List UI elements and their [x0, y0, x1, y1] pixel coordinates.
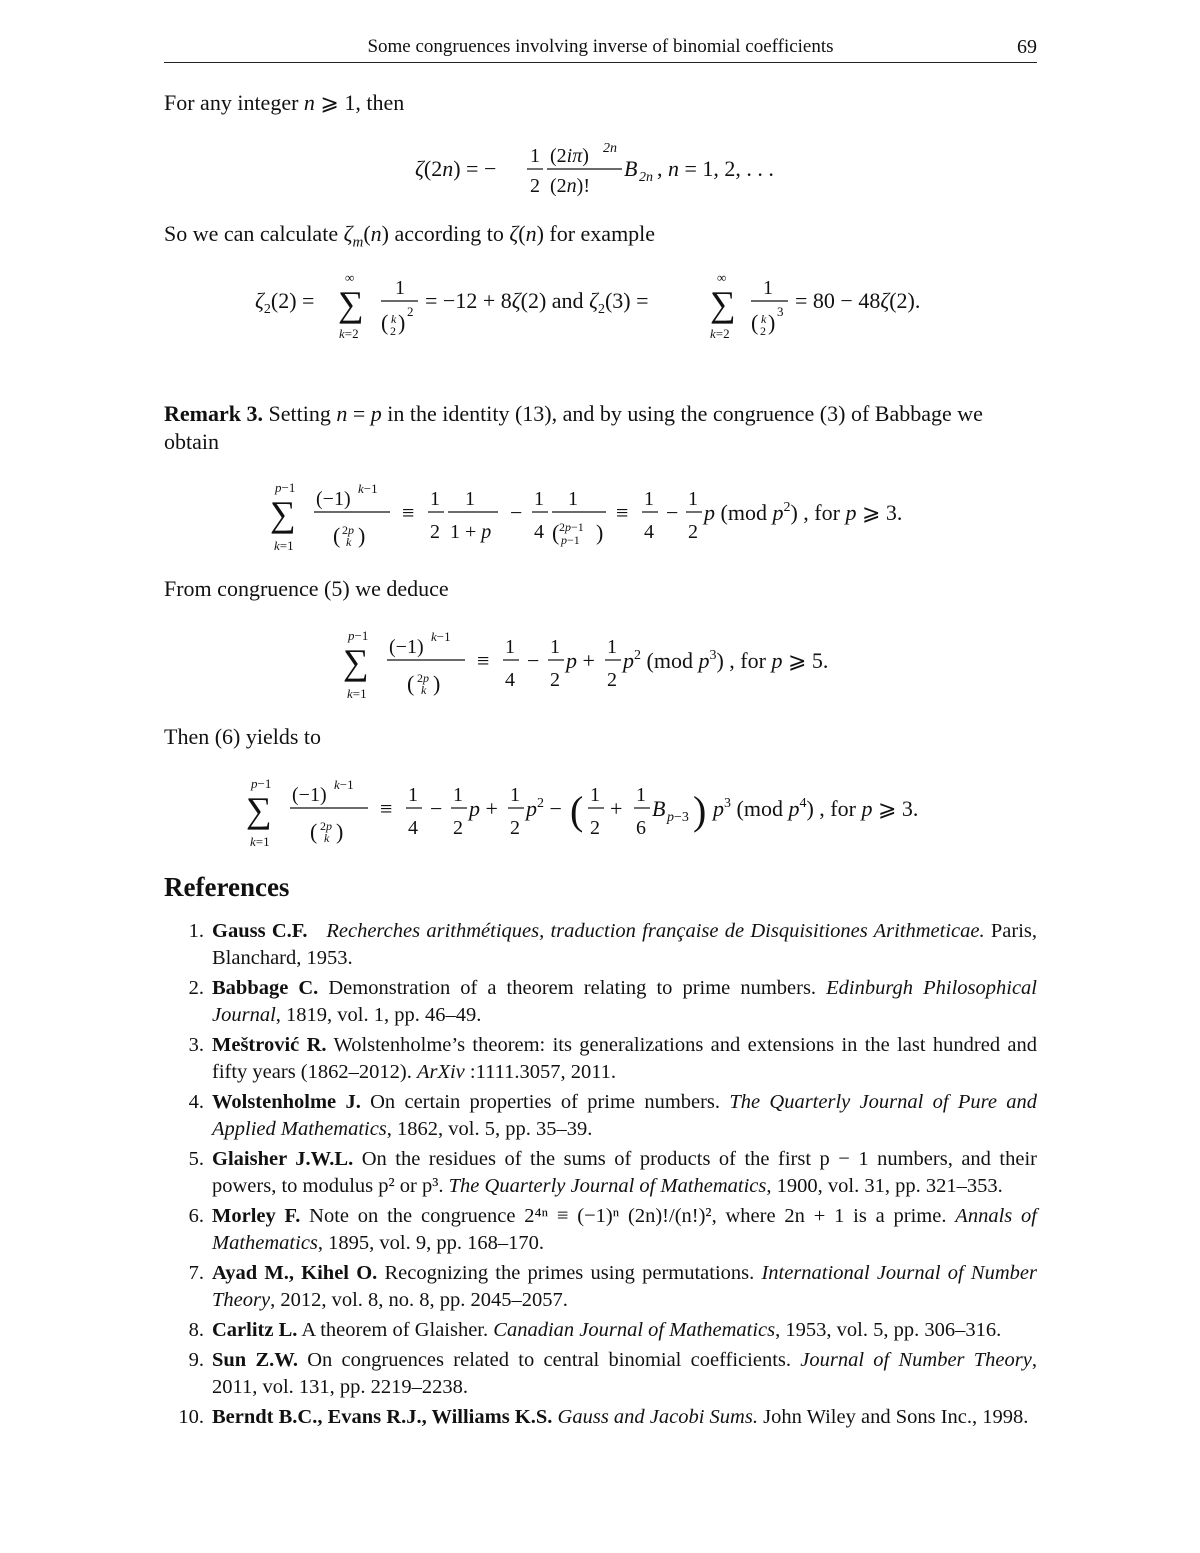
svg-text:4: 4 — [408, 817, 418, 839]
reference-item: 7. Ayad M., Kihel O. Recognizing the primes using permutations. International Journal of Number Theory, 2012, vol. 8, no. 8, pp. 2045–2057. — [188, 1262, 1037, 1311]
reference-item: 5. Glaisher J.W.L. On the residues of the sums of products of the first p − 1 numbers, and their powers, to modulus p² or p³. The Quarterly Journal of Mathematics, 1900, vol. 31, pp. 321–353. — [188, 1148, 1037, 1197]
svg-text:(−1): (−1) — [389, 636, 424, 658]
svg-text:2: 2 — [590, 817, 600, 839]
svg-text:1: 1 — [530, 145, 540, 167]
svg-text:1: 1 — [763, 277, 773, 299]
svg-text:2: 2 — [453, 817, 463, 839]
svg-text:2p: 2p — [320, 819, 332, 833]
svg-text:∑: ∑ — [270, 494, 296, 534]
svg-text:−: − — [510, 500, 523, 525]
svg-text:2: 2 — [530, 175, 540, 197]
svg-text:1: 1 — [550, 636, 560, 658]
svg-text:(2iπ): (2iπ) — [550, 145, 589, 167]
svg-text:(: ( — [333, 523, 341, 548]
svg-text:2: 2 — [407, 304, 414, 319]
remark-3 — [164, 400, 1037, 456]
svg-text:(: ( — [381, 310, 389, 335]
svg-text:ζ2(2) =: $\zeta_2(2)$ = — [255, 288, 315, 317]
svg-text:k−1: k−1 — [431, 629, 451, 644]
svg-text:1: 1 — [395, 277, 405, 299]
svg-text:∑: ∑ — [343, 642, 369, 682]
svg-text:k: k — [346, 535, 352, 549]
svg-text:= −12 + 8ζ(2) and ζ2(3) =: = −12 + 8ζ(2) and $\zeta_2(3)$ = — [425, 288, 649, 317]
reference-item: 4. Wolstenholme J. On certain properties of prime numbers. The Quarterly Journal of Pure and Applied Mathematics, 1862, vol. 5, pp. 35–39. — [188, 1091, 1038, 1140]
svg-text:k−1: k−1 — [358, 481, 378, 496]
svg-text:k=2: k=2 — [339, 326, 359, 341]
svg-text:(−1): (−1) — [316, 488, 351, 510]
paragraph-integer: For any integer n ⩾ 1, then — [164, 90, 405, 115]
svg-text:1: 1 — [607, 636, 617, 658]
reference-item: 8. Carlitz L. A theorem of Glaisher. Canadian Journal of Mathematics, 1953, vol. 5, pp. 306–316. — [188, 1319, 1002, 1341]
svg-text:p−1: p−1 — [561, 533, 580, 547]
svg-text:): ) — [433, 671, 441, 696]
svg-text:1: 1 — [430, 488, 440, 510]
svg-text:k=1: k=1 — [347, 686, 367, 701]
svg-text:p−1: p−1 — [275, 480, 296, 495]
svg-text:2: 2 — [390, 324, 396, 338]
svg-text:−: − — [430, 796, 443, 821]
svg-text:∞: ∞ — [717, 270, 727, 285]
equation-zeta-bernoulli — [410, 138, 790, 200]
svg-text:k=1: k=1 — [250, 834, 270, 849]
svg-text:1: 1 — [465, 488, 475, 510]
svg-text:k: k — [324, 831, 330, 845]
svg-text:): ) — [398, 310, 406, 335]
svg-text:): ) — [358, 523, 366, 548]
svg-text:3: 3 — [777, 304, 784, 319]
reference-item: 2. Babbage C. Demonstration of a theorem relating to prime numbers. Edinburgh Philosophical Journal, 1819, vol. 1, pp. 46–49. — [188, 977, 1037, 1026]
svg-text:2: 2 — [688, 521, 698, 543]
svg-text:): ) — [596, 520, 604, 545]
svg-text:(: ( — [310, 819, 318, 844]
svg-text:−: − — [527, 648, 540, 673]
svg-text:≡: ≡ — [477, 648, 490, 673]
svg-text:k−1: k−1 — [334, 777, 354, 792]
svg-text:(−1): (−1) — [292, 784, 327, 806]
svg-text:): ) — [336, 819, 344, 844]
svg-text:= 80 − 48ζ(2).: = 80 − 48ζ(2). — [795, 288, 921, 313]
svg-text:≡: ≡ — [402, 500, 415, 525]
remark-body: Setting n = p in the identity (13), and by using the congruence (3) of Babbage we obtain — [164, 401, 983, 454]
paragraph-yields: Then (6) yields to — [164, 724, 322, 749]
svg-text:∞: ∞ — [345, 270, 355, 285]
equation-remark-congruence — [270, 478, 960, 558]
svg-text:p−3: p−3 — [667, 810, 689, 825]
references-list — [164, 918, 1037, 1434]
reference-item: 3. Meštrović R. Wolstenholme’s theorem: its generalizations and extensions in the last hundred and fifty years (1862–2012). ArXiv :1111.3057, 2011. — [188, 1034, 1037, 1083]
svg-text:p3 (mod p4) , for p ⩾ 3.: $p^3$ (mod $p^4$) , for p ⩾ 3. — [713, 796, 919, 821]
svg-text:∑: ∑ — [246, 790, 272, 830]
paragraph-deduce: From congruence (5) we deduce — [164, 576, 449, 601]
svg-text:∑: ∑ — [338, 284, 364, 324]
svg-text:2: 2 — [760, 324, 766, 338]
svg-text:1 + p: 1 + p — [450, 521, 492, 543]
svg-text:(: ( — [751, 310, 759, 335]
equation-zeta-examples — [255, 268, 955, 350]
svg-text:1: 1 — [510, 784, 520, 806]
svg-text:2n: 2n — [639, 170, 653, 185]
page-number: 69 — [1017, 36, 1037, 58]
svg-text:2p: 2p — [342, 523, 354, 537]
svg-text:(: ( — [570, 788, 584, 833]
svg-text:k=2: k=2 — [710, 326, 730, 341]
reference-item: 6. Morley F. Note on the congruence 2⁴ⁿ ≡ (−1)ⁿ (2n)!/(n!)², where 2n + 1 is a prime. Annals of Mathematics, 1895, vol. 9, pp. 168–170. — [188, 1205, 1037, 1254]
svg-text:, n = 1, 2, . . .: , n = 1, 2, . . . — [657, 156, 774, 181]
svg-text:p2 (mod p3) , for p ⩾ 5.: $p^2$ (mod $p^3$) , for p ⩾ 5. — [623, 648, 829, 673]
svg-text:p−1: p−1 — [348, 628, 369, 643]
svg-text:1: 1 — [636, 784, 646, 806]
svg-text:p (mod p2) , for p ⩾ 3.: p (mod $p^2$) , for p ⩾ 3. — [704, 500, 903, 525]
remark-label: Remark 3. — [164, 401, 263, 426]
svg-text:2: 2 — [510, 817, 520, 839]
svg-text:p−1: p−1 — [251, 776, 272, 791]
svg-text:k: k — [421, 683, 427, 697]
reference-item: 10. Berndt B.C., Evans R.J., Williams K.S. Gauss and Jacobi Sums. John Wiley and Sons Inc., 1998. — [178, 1406, 1029, 1428]
svg-text:p +: p + — [469, 796, 498, 821]
svg-text:2p−1: 2p−1 — [559, 520, 584, 534]
equation-deduce-congruence — [343, 626, 863, 706]
svg-text:ζ(2n) = −: ζ(2n) = − — [415, 156, 497, 181]
svg-text:2: 2 — [430, 521, 440, 543]
reference-item: 1. Gauss C.F. Recherches arithmétiques, traduction française de Disquisitiones Arithmeticae. Paris, Blanchard, 1953. — [188, 920, 1038, 969]
svg-text:4: 4 — [534, 521, 544, 543]
svg-text:4: 4 — [644, 521, 654, 543]
svg-text:1: 1 — [688, 488, 698, 510]
references-heading: References — [164, 872, 290, 902]
equation-yields-congruence — [246, 774, 956, 854]
svg-text:2p: 2p — [417, 671, 429, 685]
svg-text:2: 2 — [607, 669, 617, 691]
reference-item: 9. Sun Z.W. On congruences related to central binomial coefficients. Journal of Number Theory, 2011, vol. 131, pp. 2219–2238. — [188, 1349, 1037, 1398]
svg-text:): ) — [768, 310, 776, 335]
svg-text:1: 1 — [590, 784, 600, 806]
svg-text:∑: ∑ — [710, 284, 736, 324]
svg-text:1: 1 — [644, 488, 654, 510]
svg-text:1: 1 — [408, 784, 418, 806]
svg-text:≡: ≡ — [380, 796, 393, 821]
svg-text:≡: ≡ — [616, 500, 629, 525]
running-header — [164, 34, 1037, 63]
svg-text:k: k — [761, 312, 767, 326]
svg-text:1: 1 — [568, 488, 578, 510]
svg-text:k=1: k=1 — [274, 538, 294, 553]
svg-text:1: 1 — [534, 488, 544, 510]
svg-text:p +: p + — [566, 648, 595, 673]
svg-text:(2n)!: (2n)! — [550, 175, 590, 197]
svg-text:): ) — [693, 788, 707, 833]
svg-text:2: 2 — [550, 669, 560, 691]
svg-text:6: 6 — [636, 817, 646, 839]
svg-text:−: − — [666, 500, 679, 525]
svg-text:1: 1 — [453, 784, 463, 806]
svg-text:B: B — [624, 156, 638, 181]
svg-text:4: 4 — [505, 669, 515, 691]
svg-text:1: 1 — [505, 636, 515, 658]
svg-text:(: ( — [407, 671, 415, 696]
svg-text:k: k — [391, 312, 397, 326]
svg-text:p2 −: $p^2$ − — [526, 796, 562, 821]
svg-text:(: ( — [552, 520, 560, 545]
svg-text:2n: 2n — [603, 141, 617, 156]
paragraph-calculate: So we can calculate $\zeta_m(n)$ according to ζ(n) for example — [164, 221, 656, 251]
running-title: Some congruences involving inverse of binomial coefficients — [367, 36, 834, 57]
svg-text:+: + — [610, 796, 623, 821]
svg-text:B: B — [652, 796, 666, 821]
